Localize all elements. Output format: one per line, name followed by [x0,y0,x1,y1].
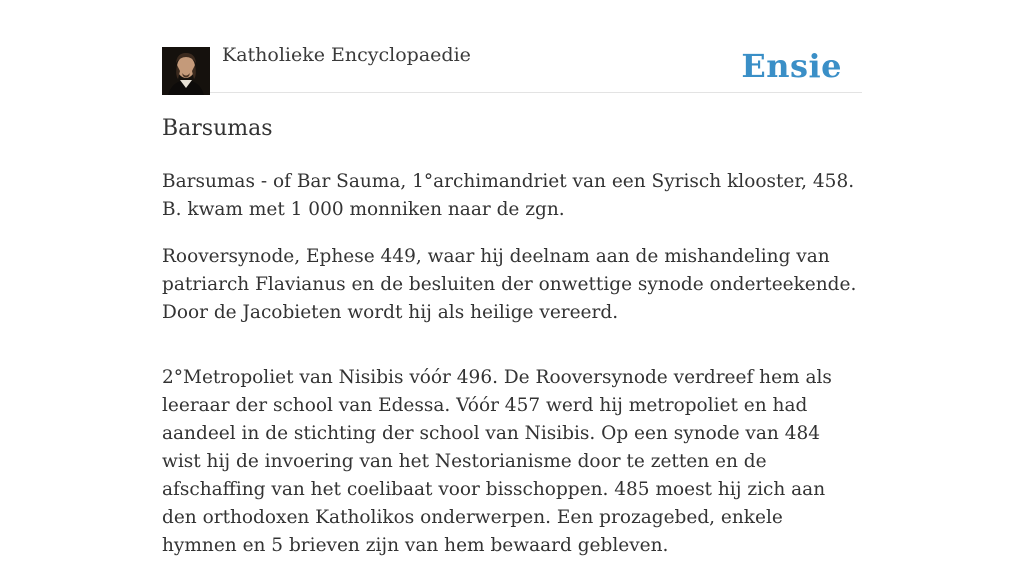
article-title: Barsumas [162,116,273,141]
paragraph-1: Barsumas - of Bar Sauma, 1°archimandriet van een Syrisch klooster, 458. B. kwam met 1 000 monniken naar de zgn. [162,171,855,220]
paragraph-3: 2°Metropoliet van Nisibis vóór 496. De Rooversynode verdreef hem als leeraar der school van Edessa. Vóór 457 werd hij metropoliet en had aandeel in de stichting der school van Nisibis. Op een synode van 484 wist hij de invoering van het Nestorianisme door te zetten en de afschaffing van het coelibaat voor bisschoppen. 485 moest hij zich aan den orthodoxen Katholikos onderwerpen. Een prozagebed, enkele hymnen en 5 brieven zijn van hem bewaard gebleven. [162,367,832,556]
brand-logo[interactable]: Ensie [741,47,842,85]
header [162,0,862,93]
article-body [162,168,862,579]
portrait-icon [162,47,210,95]
page-container [162,0,862,556]
source-avatar[interactable] [162,47,210,95]
source-name[interactable]: Katholieke Encyclopaedie [222,44,471,66]
paragraph-2: Rooversynode, Ephese 449, waar hij deelnam aan de mishandeling van patriarch Flavianus en de besluiten der onwettige synode onderteekende. Door de Jacobieten wordt hij als heilige vereerd. [162,246,857,323]
